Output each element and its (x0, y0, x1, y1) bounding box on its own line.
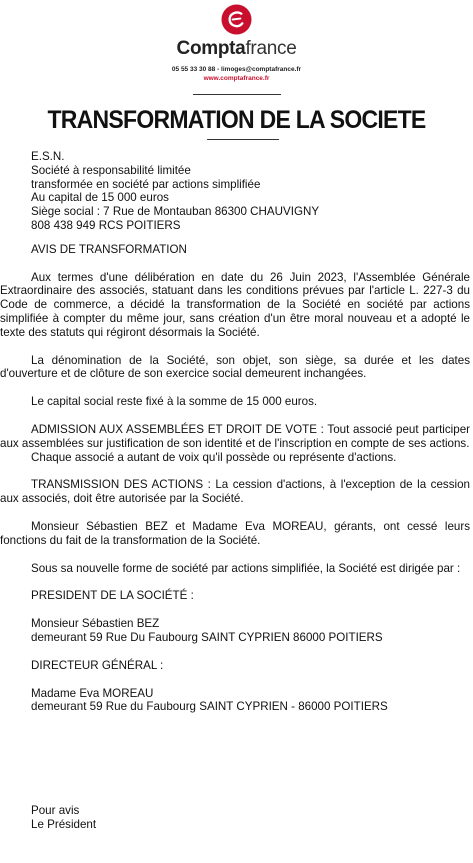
president-heading: PRESIDENT DE LA SOCIÉTÉ : (31, 589, 194, 603)
header (0, 0, 473, 100)
company-name: E.S.N. (31, 150, 65, 163)
title-underline (207, 139, 279, 140)
director-name: Madame Eva MOREAU (31, 686, 154, 700)
director-address: demeurant 59 Rue du Faubourg SAINT CYPRIEN - 86000 POITIERS (31, 700, 388, 714)
comptafrance-logo-icon (221, 4, 252, 35)
paragraph-transmission: TRANSMISSION DES ACTIONS : La cession d'actions, à l'exception de la cession aux associés, doit être autorisée par la Société. (0, 478, 470, 506)
header-divider (193, 94, 281, 95)
paragraph-denomination: La dénomination de la Société, son objet, son siège, sa durée et les dates d'ouverture et de clôture de son exercice social demeurent inchangées. (0, 353, 470, 381)
brand-part-france: france (245, 38, 297, 59)
page-title: TRANSFORMATION DE LA SOCIETE (47, 106, 426, 134)
company-capital: Au capital de 15 000 euros (31, 191, 169, 205)
director-heading: DIRECTEUR GÉNÉRAL : (31, 658, 164, 672)
signature-block (31, 804, 96, 832)
website-link[interactable]: www.comptafrance.fr (203, 75, 270, 82)
paragraph-new-form: Sous sa nouvelle forme de société par actions simplifiée, la Société est dirigée par : (31, 561, 461, 575)
notice-heading: AVIS DE TRANSFORMATION (31, 242, 187, 256)
signature-line-1: Pour avis (31, 804, 80, 817)
brand-part-compta: Compta (176, 38, 246, 59)
notice-body (0, 150, 473, 714)
company-rcs: 808 438 949 RCS POITIERS (31, 218, 181, 232)
president-name: Monsieur Sébastien BEZ (31, 617, 160, 631)
contact-line: 05 55 33 30 88 - limoges@comptafrance.fr (171, 66, 302, 73)
brand-name (0, 38, 473, 60)
company-seat: Siège social : 7 Rue de Montauban 86300 CHAUVIGNY (31, 205, 320, 219)
paragraph-capital: Le capital social reste fixé à la somme de 15 000 euros. (31, 395, 318, 409)
president-address: demeurant 59 Rue Du Faubourg SAINT CYPRIEN 86000 POITIERS (31, 630, 383, 644)
paragraph-deliberation: Aux termes d'une délibération en date du 26 Juin 2023, l'Assemblée Générale Extraordinaire des associés, statuant dans les conditions prévues par l'article L. 227-3 du Code de commerce, a décidé la transformation de la Société en société par actions simplifiée à compter du même jour, sans création d'un être moral nouveau et a adopté le texte des statuts qui régiront désormais la Société. (0, 270, 470, 339)
signature-line-2: Le Président (31, 817, 97, 831)
paragraph-admission: ADMISSION AUX ASSEMBLÉES ET DROIT DE VOTE : Tout associé peut participer aux assemblées sur justification de son identité et de l'inscription en compte de ses actions. (0, 422, 470, 450)
company-transformed: transformée en société par actions simplifiée (31, 177, 261, 191)
paragraph-managers: Monsieur Sébastien BEZ et Madame Eva MOREAU, gérants, ont cessé leurs fonctions du fait de la transformation de la Société. (0, 519, 470, 547)
paragraph-voting: Chaque associé a autant de voix qu'il possède ou représente d'actions. (31, 450, 397, 464)
company-form: Société à responsabilité limitée (31, 163, 191, 177)
